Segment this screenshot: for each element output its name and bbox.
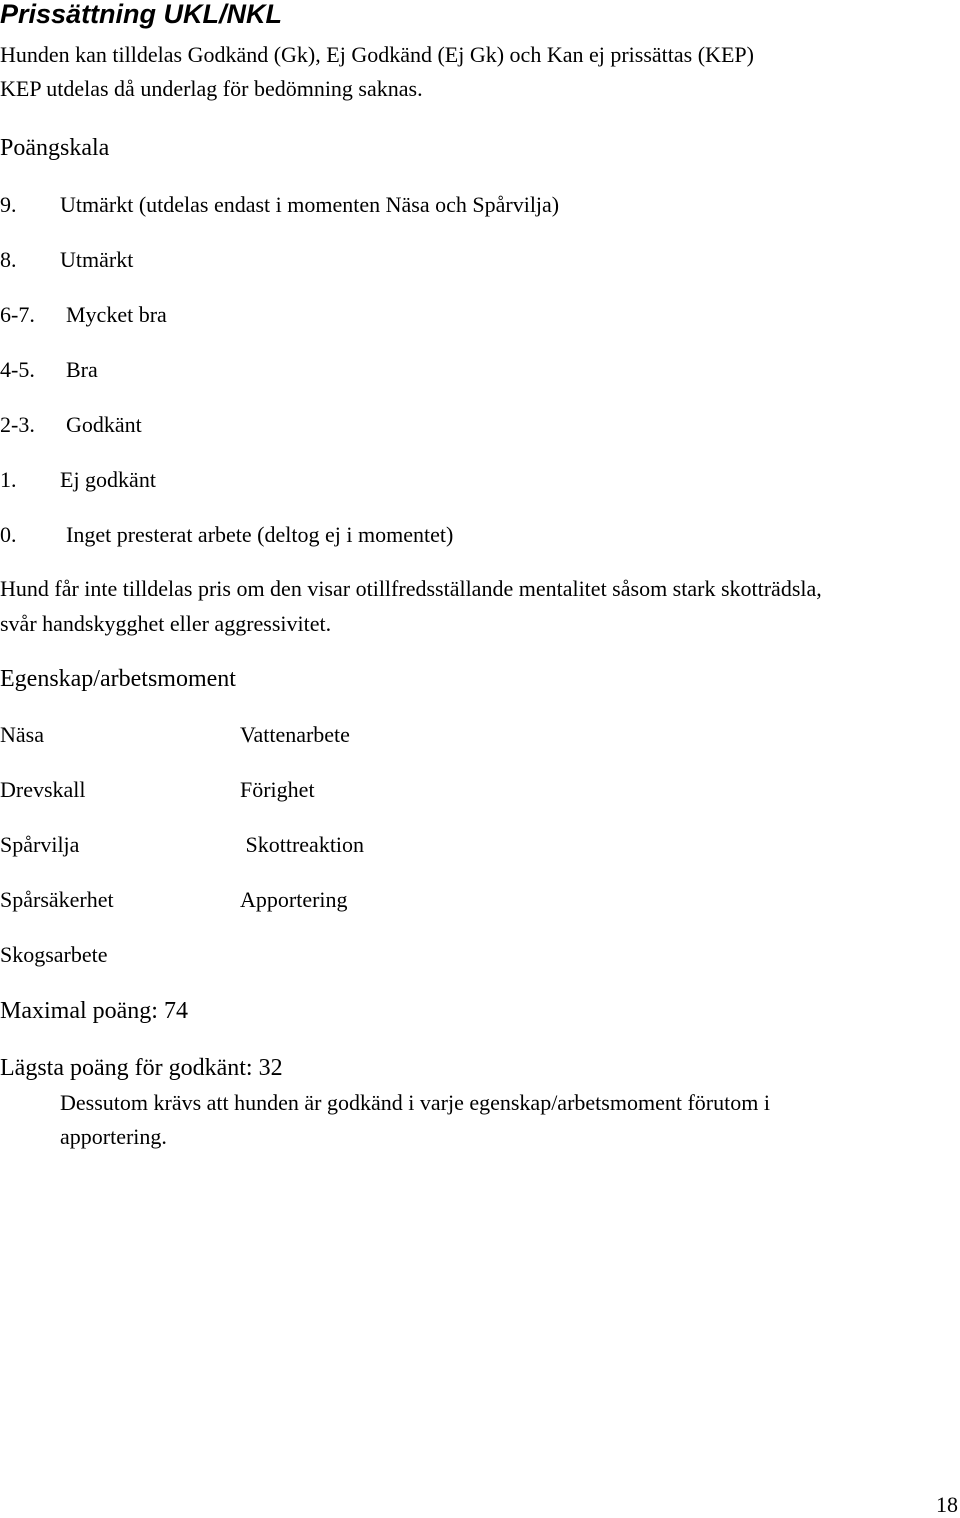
moment-item: Drevskall xyxy=(0,777,86,802)
scale-item xyxy=(0,412,142,438)
scale-score: 9. xyxy=(0,192,17,217)
scale-item xyxy=(0,192,559,218)
moment-item: Skottreaktion xyxy=(240,832,365,857)
scale-label: Inget presterat arbete (deltog ej i momentet) xyxy=(66,522,454,547)
moment-item: Spårvilja xyxy=(0,832,80,857)
scale-item xyxy=(0,302,167,328)
moment-item: Skogsarbete xyxy=(0,942,108,967)
no-prize-line-2: svår handskygghet eller aggressivitet. xyxy=(0,611,332,636)
scale-label: Ej godkänt xyxy=(60,467,156,492)
moment-item: Vattenarbete xyxy=(240,722,350,747)
scale-score: 8. xyxy=(0,247,17,272)
scale-score: 2-3. xyxy=(0,412,35,437)
moment-item: Spårsäkerhet xyxy=(0,887,114,912)
scale-item xyxy=(0,467,156,493)
scale-heading: Poängskala xyxy=(0,135,110,161)
intro-line-1: Hunden kan tilldelas Godkänd (Gk), Ej Godkänd (Ej Gk) och Kan ej prissättas (KEP) xyxy=(0,42,754,67)
scale-label: Utmärkt xyxy=(60,247,134,272)
no-prize-line-1: Hund får inte tilldelas pris om den visar otillfredsställande mentalitet såsom stark skotträdsla, xyxy=(0,576,822,601)
page-title: Prissättning UKL/NKL xyxy=(0,0,283,29)
scale-item xyxy=(0,247,133,273)
scale-item xyxy=(0,522,453,548)
scale-score: 6-7. xyxy=(0,302,35,327)
max-points: Maximal poäng: 74 xyxy=(0,998,188,1024)
scale-label: Godkänt xyxy=(66,412,142,437)
scale-label: Utmärkt (utdelas endast i momenten Näsa och Spårvilja) xyxy=(60,192,560,217)
scale-label: Bra xyxy=(66,357,98,382)
requirement-line-2: apportering. xyxy=(60,1124,167,1149)
moment-item: Förighet xyxy=(240,777,315,802)
requirement-line-1: Dessutom krävs att hunden är godkänd i varje egenskap/arbetsmoment förutom i xyxy=(60,1090,770,1115)
page-number: 18 xyxy=(936,1492,958,1517)
min-points: Lägsta poäng för godkänt: 32 xyxy=(0,1055,283,1081)
scale-score: 0. xyxy=(0,522,17,547)
moments-heading: Egenskap/arbetsmoment xyxy=(0,666,236,692)
scale-score: 1. xyxy=(0,467,17,492)
scale-item xyxy=(0,357,98,383)
moment-item: Näsa xyxy=(0,722,44,747)
scale-score: 4-5. xyxy=(0,357,35,382)
intro-line-2: KEP utdelas då underlag för bedömning saknas. xyxy=(0,76,423,101)
moment-item: Apportering xyxy=(240,887,348,912)
scale-label: Mycket bra xyxy=(66,302,167,327)
